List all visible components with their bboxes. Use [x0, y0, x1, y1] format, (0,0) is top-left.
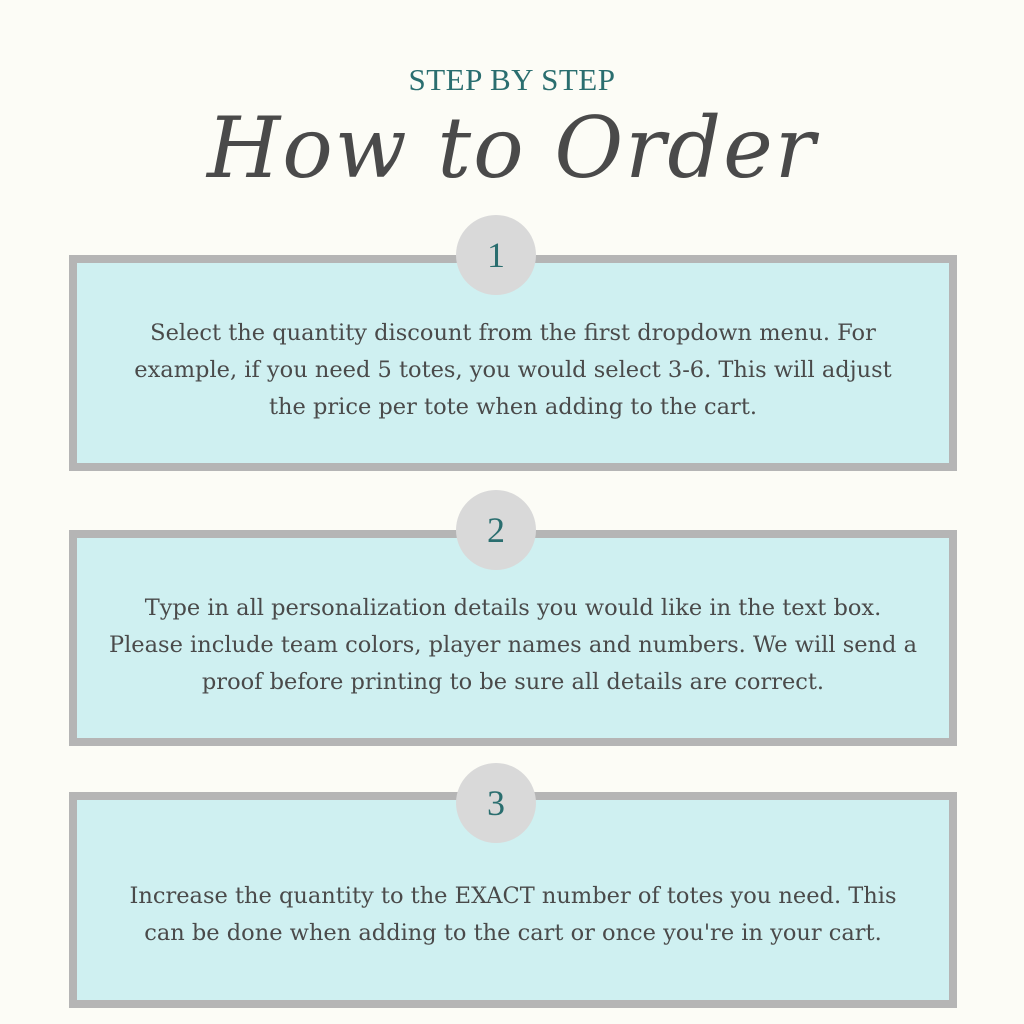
- step-2-text: Type in all personalization details you would like in the text box. Please include team colors, player names and numbers. We will send a proof before printing to be sure all details are correct.: [108, 595, 918, 695]
- kicker-heading: STEP BY STEP: [408, 62, 616, 97]
- step-1-text: Select the quantity discount from the first dropdown menu. For example, if you need 5 totes, you would select 3-6. This will adjust the price per tote when adding to the cart.: [134, 320, 892, 420]
- step-1-number-badge: 1: [456, 215, 536, 295]
- page-title: How to Order: [206, 99, 818, 197]
- step-3-number-badge: 3: [456, 763, 536, 843]
- step-3-text: Increase the quantity to the EXACT number of totes you need. This can be done when adding to the cart or once you're in your cart.: [129, 883, 897, 946]
- step-2-number-badge: 2: [456, 490, 536, 570]
